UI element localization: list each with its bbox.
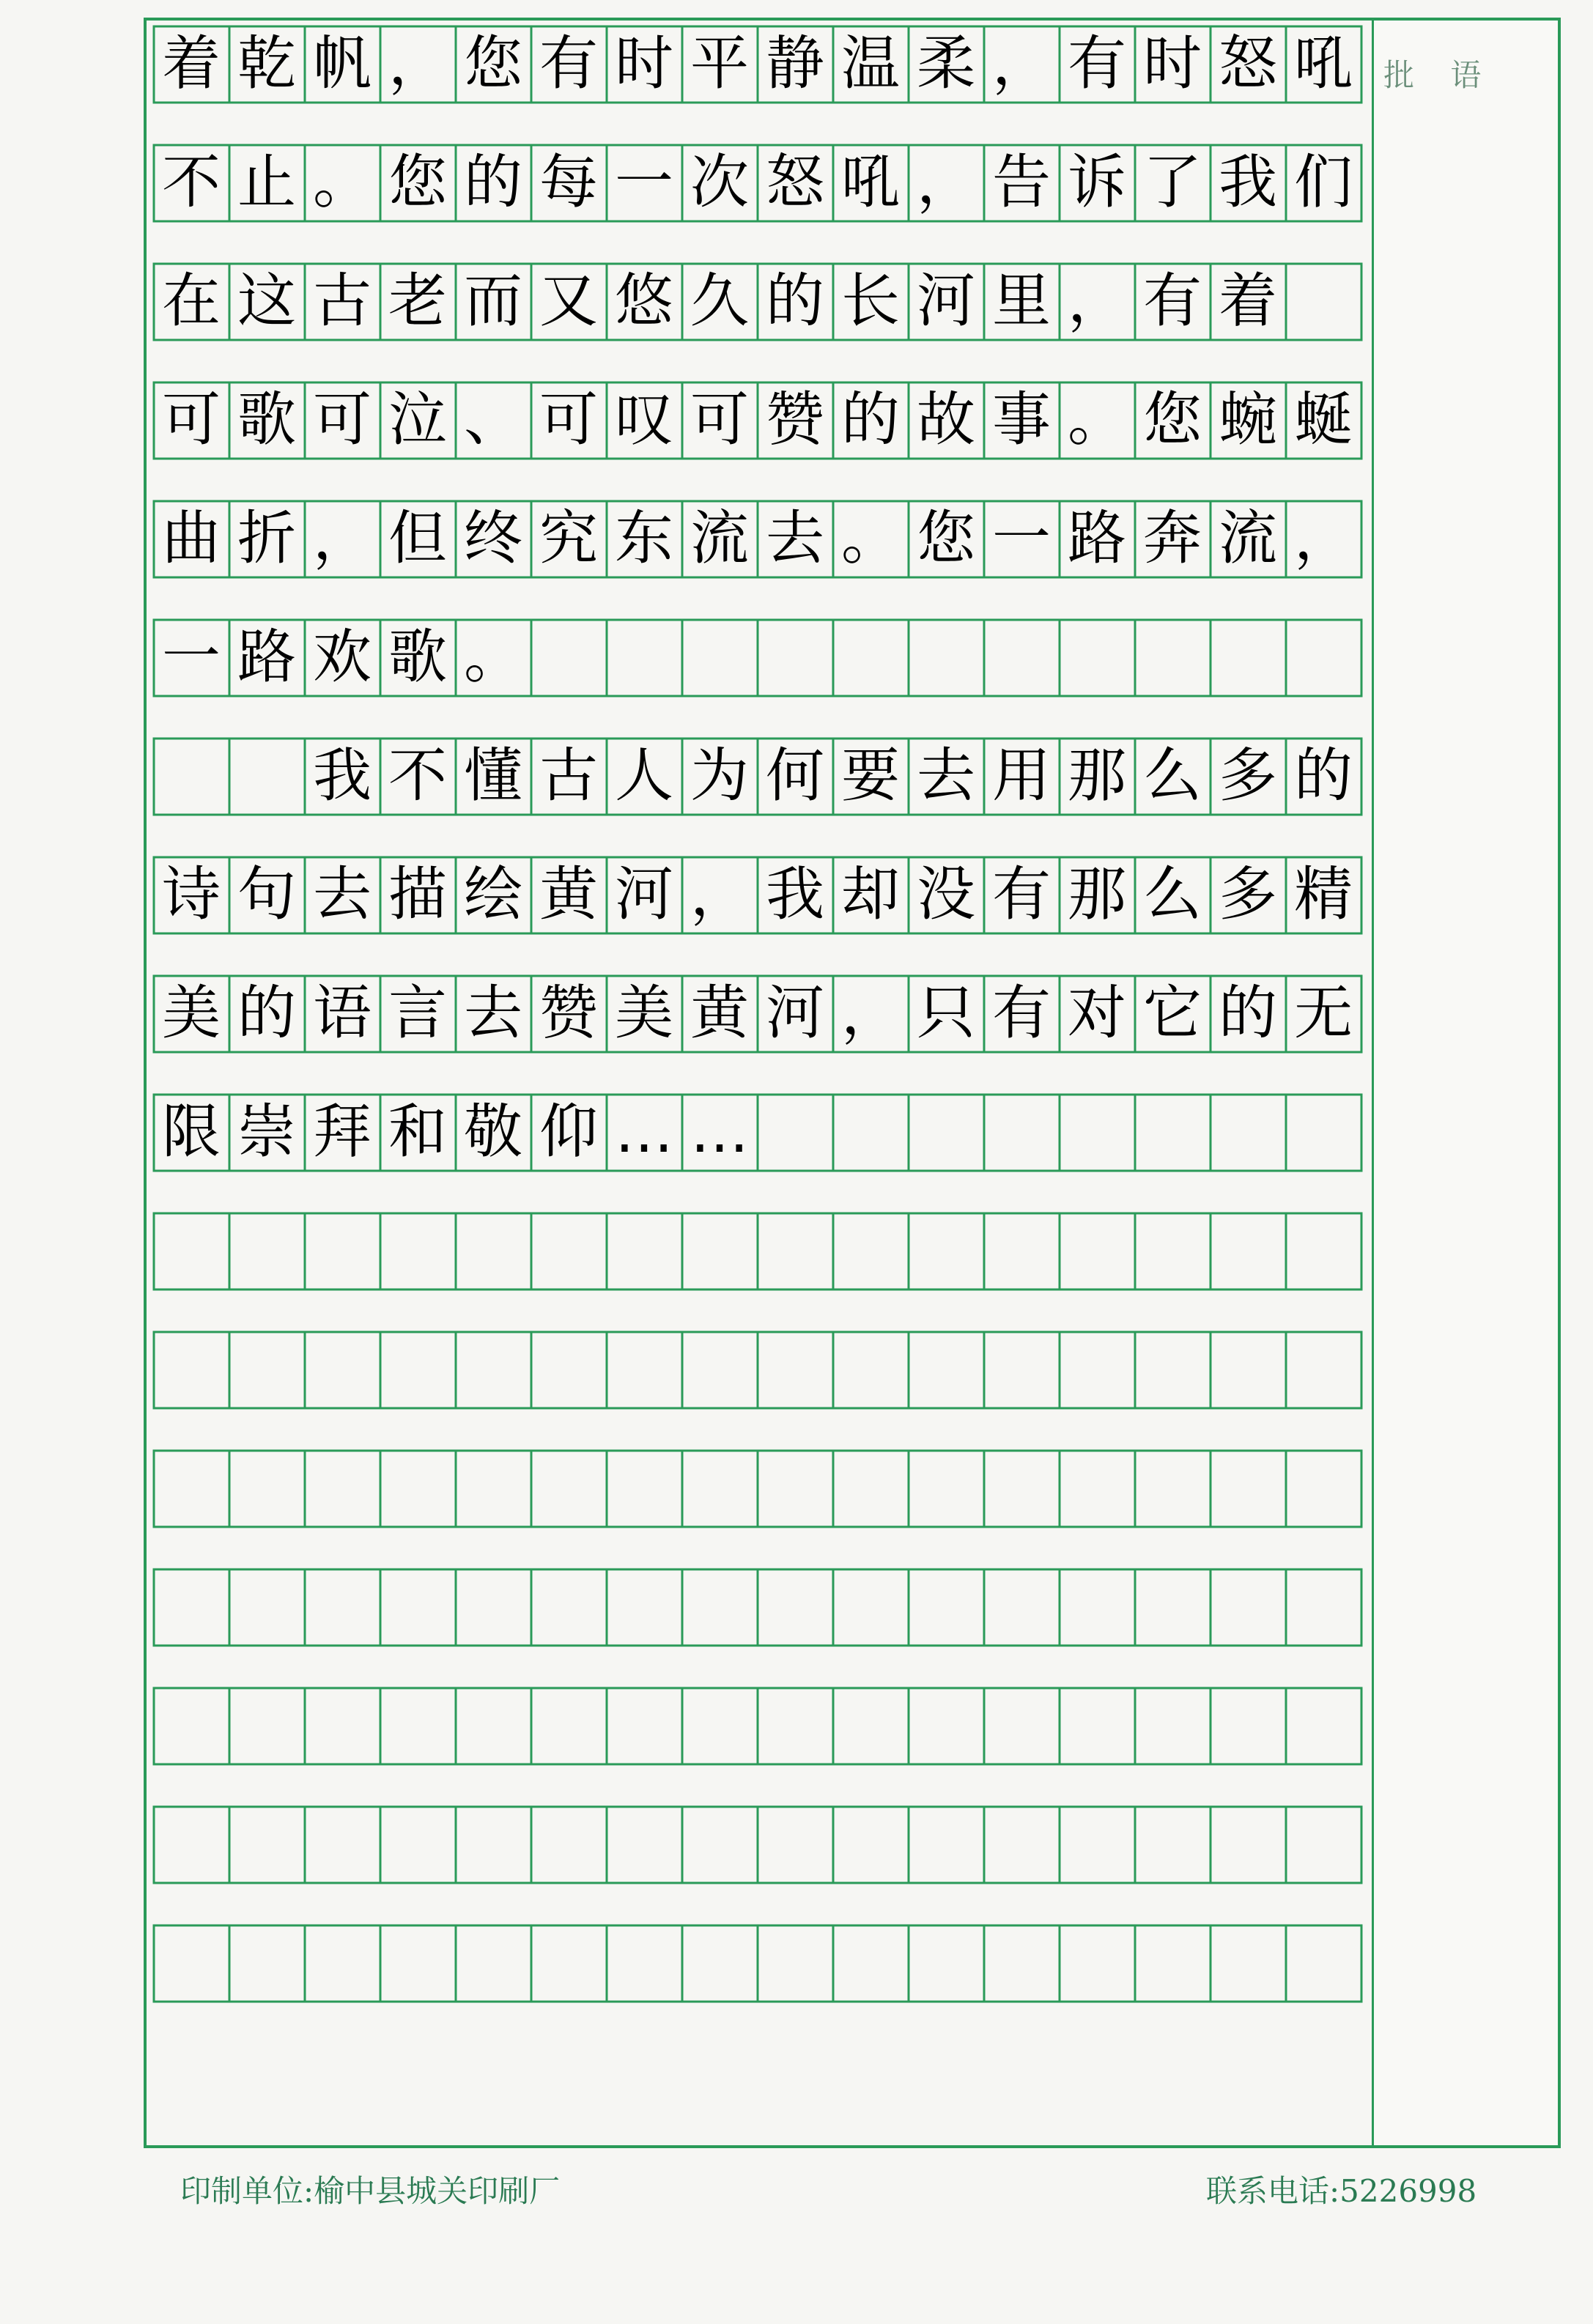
handwritten-character: 有 (539, 29, 598, 97)
handwritten-character: 它 (1143, 979, 1202, 1047)
handwritten-character: 悠 (615, 267, 673, 335)
handwritten-character: 一 (162, 623, 221, 691)
handwritten-character: 您 (917, 504, 975, 572)
handwritten-character: 终 (464, 504, 522, 572)
handwritten-character: 我 (766, 860, 824, 928)
handwritten-character: 有 (992, 979, 1051, 1047)
handwritten-character: 的 (766, 267, 824, 335)
handwritten-character: 可 (313, 385, 372, 454)
handwritten-character: 多 (1219, 741, 1277, 810)
handwritten-character: 里 (992, 267, 1051, 335)
handwritten-character: 么 (1143, 860, 1202, 928)
handwritten-character: 着 (162, 29, 221, 97)
handwritten-character: 的 (464, 148, 522, 216)
handwritten-character: 绘 (464, 860, 522, 928)
handwritten-character: 诗 (162, 860, 221, 928)
handwritten-character: 折 (237, 504, 296, 572)
handwritten-character: 告 (992, 148, 1051, 216)
handwritten-character: 老 (388, 267, 447, 335)
handwritten-character: 崇 (237, 1098, 296, 1166)
handwritten-character: ， (1294, 504, 1353, 572)
handwritten-character: 无 (1294, 979, 1353, 1047)
handwritten-character: 乾 (237, 29, 296, 97)
handwritten-character: 您 (1143, 385, 1202, 454)
handwritten-character: 怒 (766, 148, 824, 216)
handwritten-character: 对 (1068, 979, 1126, 1047)
handwritten-character: 您 (464, 29, 522, 97)
handwritten-character: 静 (766, 29, 824, 97)
handwritten-character: 有 (992, 860, 1051, 928)
handwritten-character: 帆 (313, 29, 372, 97)
handwritten-character: 用 (992, 741, 1051, 810)
handwritten-character: 的 (841, 385, 900, 454)
handwritten-character: 人 (615, 741, 673, 810)
handwritten-character: 的 (1294, 741, 1353, 810)
handwritten-character: 东 (615, 504, 673, 572)
handwritten-character: 古 (313, 267, 372, 335)
handwritten-character: 么 (1143, 741, 1202, 810)
handwritten-character: 。 (313, 148, 372, 216)
handwritten-character: 去 (313, 860, 372, 928)
handwritten-character: 泣 (388, 385, 447, 454)
handwritten-character: 吼 (841, 148, 900, 216)
handwritten-character: 流 (690, 504, 749, 572)
handwritten-character: 蜿 (1219, 385, 1277, 454)
handwritten-character: 去 (766, 504, 824, 572)
handwritten-character: 路 (237, 623, 296, 691)
handwritten-character: … (615, 1098, 673, 1166)
handwritten-character: 柔 (917, 29, 975, 97)
handwritten-character: 为 (690, 741, 749, 810)
handwritten-character: 歌 (388, 623, 447, 691)
handwritten-character: 我 (1219, 148, 1277, 216)
handwritten-character: 限 (162, 1098, 221, 1166)
handwritten-character: 。 (1068, 385, 1126, 454)
handwritten-character: 句 (237, 860, 296, 928)
handwritten-character: 言 (388, 979, 447, 1047)
handwritten-character: 故 (917, 385, 975, 454)
handwritten-character: 时 (1143, 29, 1202, 97)
handwritten-character: 流 (1219, 504, 1277, 572)
handwritten-character: 有 (1068, 29, 1126, 97)
handwritten-character: 精 (1294, 860, 1353, 928)
handwritten-character: 可 (690, 385, 749, 454)
handwritten-character: ， (690, 860, 749, 928)
handwritten-character: 、 (464, 385, 522, 454)
handwritten-character: 每 (539, 148, 598, 216)
handwritten-character: 平 (690, 29, 749, 97)
handwritten-character: 语 (313, 979, 372, 1047)
sheet-border (144, 18, 1561, 2148)
handwritten-character: 的 (1219, 979, 1277, 1047)
handwritten-character: 但 (388, 504, 447, 572)
handwritten-character: 拜 (313, 1098, 372, 1166)
handwritten-character: 那 (1068, 860, 1126, 928)
handwritten-character: 歌 (237, 385, 296, 454)
handwritten-character: 河 (766, 979, 824, 1047)
handwritten-character: 河 (917, 267, 975, 335)
handwritten-character: ， (841, 979, 900, 1047)
handwritten-character: 曲 (162, 504, 221, 572)
handwritten-character: 事 (992, 385, 1051, 454)
handwritten-character: 这 (237, 267, 296, 335)
handwritten-character: 次 (690, 148, 749, 216)
handwritten-character: 诉 (1068, 148, 1126, 216)
handwritten-character: 在 (162, 267, 221, 335)
remarks-label: 批 语 (1383, 57, 1495, 93)
printer-label: 印制单位:榆中县城关印刷厂 (180, 2173, 561, 2209)
handwritten-character: 懂 (464, 741, 522, 810)
handwritten-character: 。 (464, 623, 522, 691)
handwritten-character: 可 (539, 385, 598, 454)
phone-label: 联系电话:5226998 (1206, 2173, 1477, 2209)
handwritten-character: 赞 (766, 385, 824, 454)
handwritten-character: 仰 (539, 1098, 598, 1166)
handwritten-character: 不 (388, 741, 447, 810)
handwritten-character: 赞 (539, 979, 598, 1047)
handwritten-character: 欢 (313, 623, 372, 691)
handwritten-character: ， (313, 504, 372, 572)
handwritten-character: 却 (841, 860, 900, 928)
handwritten-character: 古 (539, 741, 598, 810)
handwritten-character: 去 (464, 979, 522, 1047)
handwritten-character: 多 (1219, 860, 1277, 928)
handwritten-character: … (690, 1098, 749, 1166)
handwritten-character: 吼 (1294, 29, 1353, 97)
handwritten-character: 长 (841, 267, 900, 335)
handwritten-character: ， (1068, 267, 1126, 335)
handwritten-character: 一 (615, 148, 673, 216)
handwritten-character: 又 (539, 267, 598, 335)
handwritten-character: 和 (388, 1098, 447, 1166)
handwritten-character: 止 (237, 148, 296, 216)
handwritten-character: 久 (690, 267, 749, 335)
handwritten-character: 着 (1219, 267, 1277, 335)
handwritten-character: ， (388, 29, 447, 97)
handwritten-character: ， (992, 29, 1051, 97)
handwritten-character: 奔 (1143, 504, 1202, 572)
handwritten-character: 温 (841, 29, 900, 97)
handwritten-character: 要 (841, 741, 900, 810)
handwritten-character: 我 (313, 741, 372, 810)
handwritten-character: 而 (464, 267, 522, 335)
handwritten-character: 去 (917, 741, 975, 810)
handwritten-character: 了 (1143, 148, 1202, 216)
handwritten-character: 究 (539, 504, 598, 572)
handwritten-character: ， (917, 148, 975, 216)
handwritten-character: 怒 (1219, 29, 1277, 97)
handwritten-character: 时 (615, 29, 673, 97)
handwritten-character: 不 (162, 148, 221, 216)
handwritten-character: 美 (615, 979, 673, 1047)
handwritten-character: 可 (162, 385, 221, 454)
handwritten-character: 河 (615, 860, 673, 928)
handwritten-character: 黄 (690, 979, 749, 1047)
handwritten-character: 的 (237, 979, 296, 1047)
handwritten-character: 叹 (615, 385, 673, 454)
handwritten-character: 路 (1068, 504, 1126, 572)
handwritten-character: 。 (841, 504, 900, 572)
handwritten-character: 那 (1068, 741, 1126, 810)
handwritten-character: 只 (917, 979, 975, 1047)
handwritten-character: 黄 (539, 860, 598, 928)
handwritten-character: 没 (917, 860, 975, 928)
handwritten-character: 您 (388, 148, 447, 216)
handwritten-character: 描 (388, 860, 447, 928)
handwritten-character: 敬 (464, 1098, 522, 1166)
handwritten-character: 有 (1143, 267, 1202, 335)
handwritten-character: 蜒 (1294, 385, 1353, 454)
handwritten-character: 何 (766, 741, 824, 810)
composition-sheet (144, 18, 1558, 2145)
handwritten-character: 一 (992, 504, 1051, 572)
handwritten-character: 美 (162, 979, 221, 1047)
handwritten-character: 们 (1294, 148, 1353, 216)
